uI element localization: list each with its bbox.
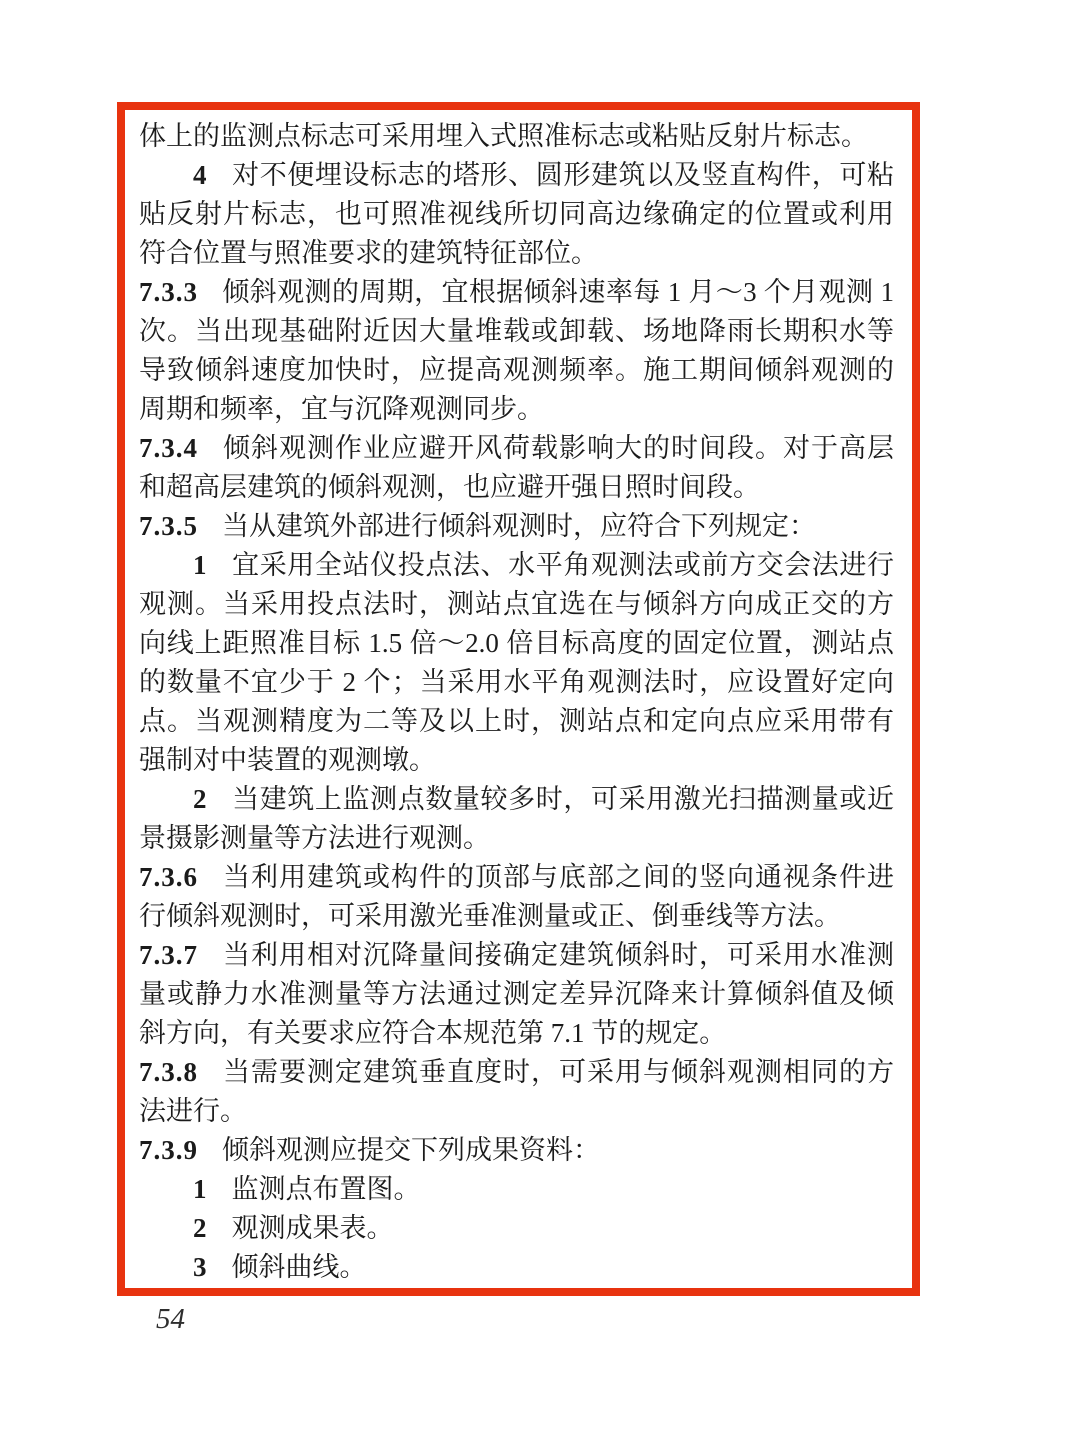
clause-text-block [139, 117, 894, 1287]
clause-text: 倾斜观测应提交下列成果资料： [222, 1135, 600, 1165]
page-number: 54 [156, 1303, 185, 1335]
clause-text: 倾斜曲线。 [231, 1252, 367, 1282]
clause-paragraph [139, 117, 894, 156]
clause-number: 7.3.9 [139, 1135, 198, 1165]
clause-text: 当建筑上监测点数量较多时，可采用激光扫描测量或近景摄影测量等方法进行观测。 [139, 784, 894, 853]
clause-text: 倾斜观测的周期，宜根据倾斜速率每 1 月～3 个月观测 1 次。当出现基础附近因大量堆载或卸载、场地降雨长期积水等导致倾斜速度加快时，应提高观测频率。施工期间倾斜观测的周期和频率，宜与沉降观测同步。 [139, 277, 894, 424]
clause-number: 7.3.4 [139, 433, 198, 463]
clause-paragraph [139, 936, 894, 1053]
clause-number: 1 [193, 550, 208, 580]
clause-number: 7.3.6 [139, 862, 198, 892]
clause-number: 1 [193, 1174, 208, 1204]
clause-text: 倾斜观测作业应避开风荷载影响大的时间段。对于高层和超高层建筑的倾斜观测，也应避开强日照时间段。 [139, 433, 894, 502]
clause-paragraph [139, 507, 894, 546]
clause-text: 当从建筑外部进行倾斜观测时，应符合下列规定： [222, 511, 816, 541]
clause-number: 2 [193, 1213, 208, 1243]
clause-text: 当需要测定建筑垂直度时，可采用与倾斜观测相同的方法进行。 [139, 1057, 894, 1126]
clause-number: 7.3.3 [139, 277, 198, 307]
clause-paragraph [139, 546, 894, 780]
clause-text: 对不便埋设标志的塔形、圆形建筑以及竖直构件，可粘贴反射片标志，也可照准视线所切同高边缘确定的位置或利用符合位置与照准要求的建筑特征部位。 [139, 160, 894, 268]
clause-text: 监测点布置图。 [231, 1174, 421, 1204]
clause-paragraph [139, 780, 894, 858]
clause-text: 体上的监测点标志可采用埋入式照准标志或粘贴反射片标志。 [139, 121, 868, 151]
clause-paragraph [139, 1248, 894, 1287]
clause-text: 当利用相对沉降量间接确定建筑倾斜时，可采用水准测量或静力水准测量等方法通过测定差异沉降来计算倾斜值及倾斜方向，有关要求应符合本规范第 7.1 节的规定。 [139, 940, 894, 1048]
clause-number: 2 [193, 784, 208, 814]
clause-number: 4 [193, 160, 208, 190]
clause-number: 3 [193, 1252, 208, 1282]
clause-number: 7.3.7 [139, 940, 198, 970]
clause-text: 观测成果表。 [231, 1213, 394, 1243]
clause-number: 7.3.5 [139, 511, 198, 541]
clause-number: 7.3.8 [139, 1057, 198, 1087]
clause-paragraph [139, 156, 894, 273]
clause-paragraph [139, 858, 894, 936]
clause-paragraph [139, 429, 894, 507]
clause-text: 宜采用全站仪投点法、水平角观测法或前方交会法进行观测。当采用投点法时，测站点宜选在与倾斜方向成正交的方向线上距照准目标 1.5 倍～2.0 倍目标高度的固定位置，测站点的数量不宜少于 2 个；当采用水平角观测法时，应设置好定向点。当观测精度为二等及以上时，测站点和定向点应采用带有强制对中装置的观测墩。 [139, 550, 894, 775]
clause-paragraph [139, 1170, 894, 1209]
clause-paragraph [139, 1131, 894, 1170]
clause-paragraph [139, 1053, 894, 1131]
highlight-box [117, 102, 920, 1296]
clause-paragraph [139, 273, 894, 429]
clause-text: 当利用建筑或构件的顶部与底部之间的竖向通视条件进行倾斜观测时，可采用激光垂准测量或正、倒垂线等方法。 [139, 862, 894, 931]
clause-paragraph [139, 1209, 894, 1248]
